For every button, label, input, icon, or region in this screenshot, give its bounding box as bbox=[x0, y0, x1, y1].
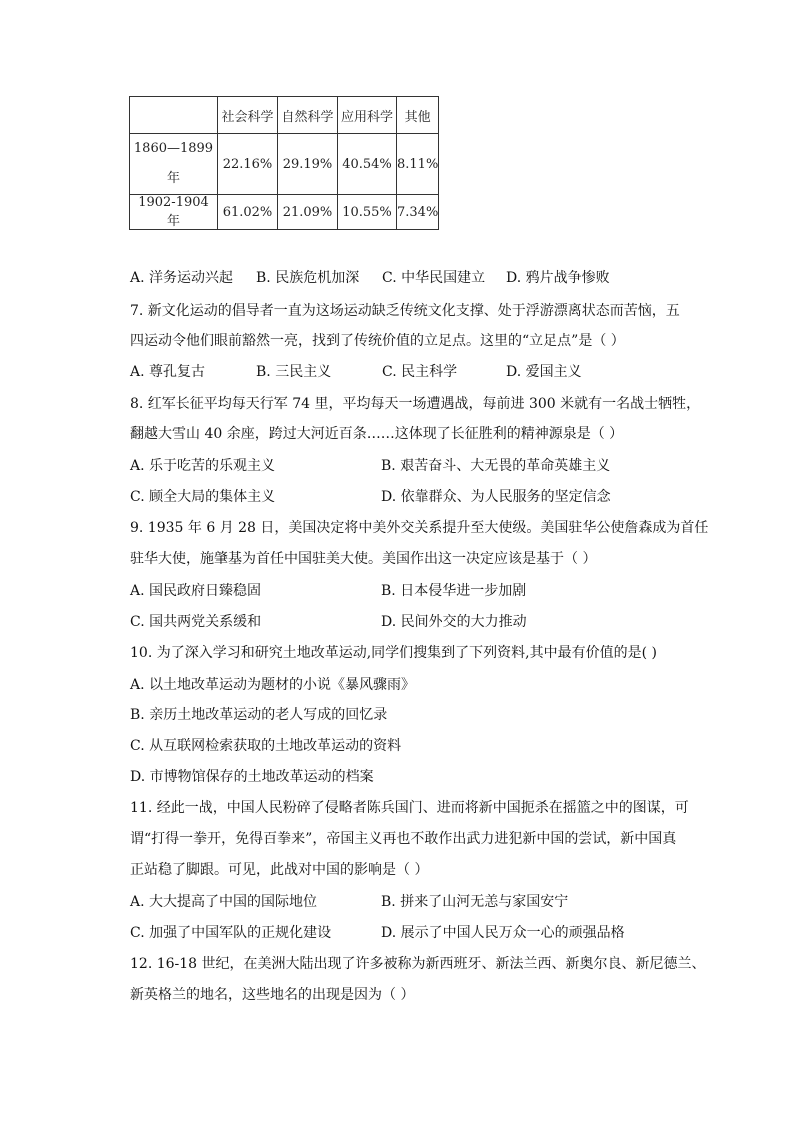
table-period-cell: 1860—1899 年 bbox=[130, 134, 218, 195]
q8-stem-line-1: 8. 红军长征平均每天行军 74 里，平均每天一场遭遇战，每前进 300 米就有一名战士牺牲， bbox=[130, 396, 701, 412]
table-header-cell: 应用科学 bbox=[338, 97, 397, 134]
q10-option-b: B. 亲历土地改革运动的老人写成的回忆录 bbox=[130, 707, 388, 723]
q11-stem-line-2: 谓“打得一拳开，免得百拳来”，帝国主义再也不敢作出武力进犯新中国的尝试，新中国真 bbox=[130, 831, 677, 847]
option-c: C. 民主科学 bbox=[382, 364, 458, 380]
option-c: C. 中华民国建立 bbox=[382, 270, 486, 286]
table-cell: 61.02% bbox=[218, 195, 278, 230]
option-a: A. 尊孔复古 bbox=[130, 364, 206, 380]
option-b: B. 民族危机加深 bbox=[256, 270, 360, 286]
q9-option-c: C. 国共两党关系缓和 bbox=[130, 614, 262, 630]
q9-option-a: A. 国民政府日臻稳固 bbox=[130, 583, 262, 599]
q9-option-b: B. 日本侵华进一步加剧 bbox=[381, 583, 527, 599]
q7-stem-line-2: 四运动令他们眼前豁然一亮，找到了传统价值的立足点。这里的“立足点”是（ ） bbox=[130, 333, 625, 349]
q8-stem-line-2: 翻越大雪山 40 余座，跨过大河近百条……这体现了长征胜利的精神源泉是（ ） bbox=[130, 426, 624, 442]
table-cell: 21.09% bbox=[278, 195, 338, 230]
q11-option-d: D. 展示了中国人民万众一心的顽强品格 bbox=[381, 925, 625, 941]
q7-stem-line-1: 7. 新文化运动的倡导者一直为这场运动缺乏传统文化支撑、处于浮游漂离状态而苦恼，五 bbox=[130, 303, 680, 319]
table-header-cell: 社会科学 bbox=[218, 97, 278, 134]
option-a: A. 洋务运动兴起 bbox=[130, 270, 234, 286]
option-d: D. 爱国主义 bbox=[506, 364, 582, 380]
table-cell: 10.55% bbox=[338, 195, 397, 230]
table-header-cell bbox=[130, 97, 218, 134]
table-cell: 40.54% bbox=[338, 134, 397, 195]
q7-options bbox=[130, 362, 582, 382]
table-period-cell: 1902-1904 年 bbox=[130, 195, 218, 230]
q10-option-d: D. 市博物馆保存的土地改革运动的档案 bbox=[130, 769, 374, 785]
q12-stem-line-2: 新英格兰的地名，这些地名的出现是因为（ ） bbox=[130, 987, 415, 1003]
q6-options bbox=[130, 268, 610, 288]
q11-option-b: B. 拼来了山河无恙与家国安宁 bbox=[381, 894, 569, 910]
q8-option-a: A. 乐于吃苦的乐观主义 bbox=[130, 458, 276, 474]
q11-stem-line-3: 正站稳了脚跟。可见，此战对中国的影响是（ ） bbox=[130, 862, 429, 878]
q9-stem-line-1: 9. 1935 年 6 月 28 日，美国决定将中美外交关系提升至大使级。美国驻华公使詹森成为首任 bbox=[130, 520, 709, 536]
table-header-cell: 其他 bbox=[397, 97, 439, 134]
q10-option-c: C. 从互联网检索获取的土地改革运动的资料 bbox=[130, 738, 402, 754]
option-d: D. 鸦片战争惨败 bbox=[506, 270, 610, 286]
table-cell: 7.34% bbox=[397, 195, 439, 230]
q10-option-a: A. 以土地改革运动为题材的小说《暴风骤雨》 bbox=[130, 677, 416, 693]
option-b: B. 三民主义 bbox=[256, 364, 332, 380]
q8-option-b: B. 艰苦奋斗、大无畏的革命英雄主义 bbox=[381, 458, 611, 474]
q10-stem-line-1: 10. 为了深入学习和研究土地改革运动,同学们搜集到了下列资料,其中最有价值的是( ) bbox=[130, 645, 657, 661]
table-header-row bbox=[130, 97, 439, 134]
q9-option-d: D. 民间外交的大力推动 bbox=[381, 614, 527, 630]
table-cell: 29.19% bbox=[278, 134, 338, 195]
q12-stem-line-1: 12. 16-18 世纪，在美洲大陆出现了许多被称为新西班牙、新法兰西、新奥尔良、新尼德兰、 bbox=[130, 956, 706, 972]
q8-option-d: D. 依靠群众、为人民服务的坚定信念 bbox=[381, 489, 611, 505]
q11-stem-line-1: 11. 经此一战，中国人民粉碎了侵略者陈兵国门、进而将新中国扼杀在摇篮之中的图谋，可 bbox=[130, 800, 689, 816]
table-header-cell: 自然科学 bbox=[278, 97, 338, 134]
table-cell: 8.11% bbox=[397, 134, 439, 195]
q8-option-c: C. 顾全大局的集体主义 bbox=[130, 489, 276, 505]
table-row bbox=[130, 195, 439, 230]
q11-option-c: C. 加强了中国军队的正规化建设 bbox=[130, 925, 332, 941]
q9-stem-line-2: 驻华大使，施肇基为首任中国驻美大使。美国作出这一决定应该是基于（ ） bbox=[130, 551, 597, 567]
table-row bbox=[130, 134, 439, 195]
science-books-table bbox=[129, 96, 439, 230]
table-cell: 22.16% bbox=[218, 134, 278, 195]
q11-option-a: A. 大大提高了中国的国际地位 bbox=[130, 894, 318, 910]
